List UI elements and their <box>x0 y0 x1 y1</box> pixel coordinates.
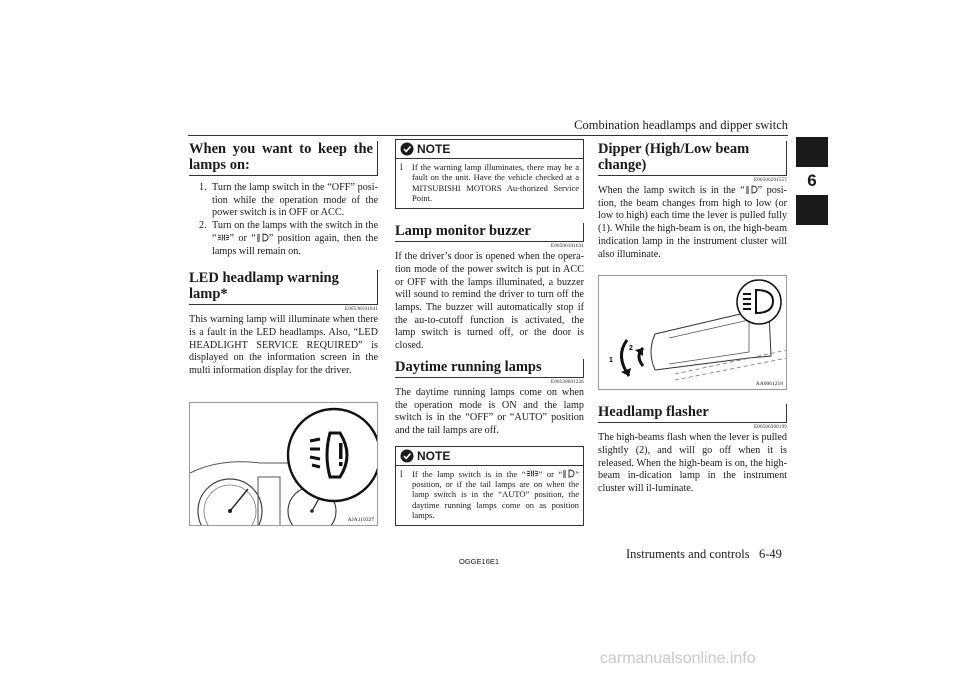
figure-code: AJA110327 <box>347 516 374 523</box>
note-box-warning <box>395 139 584 209</box>
chapter-tab-number: 6 <box>796 167 828 195</box>
note-text-c: ” position, or if the tail lamps are on when the lamp switch is in the “AUTO” position, the daytime running lamps come on as position lamps. <box>412 468 579 520</box>
callout-2: 2 <box>629 345 633 353</box>
column-right <box>598 141 787 496</box>
footer-section-title: Instruments and controls <box>626 547 750 561</box>
note-item <box>400 162 579 203</box>
note-text <box>412 469 579 520</box>
dipper-body-a: When the lamp switch is in the “ <box>598 185 745 196</box>
section-code: E00506101631 <box>551 244 584 250</box>
figure-code: AA0061218 <box>755 381 783 388</box>
dipper-body-b: ” posi-tion, the beam changes from high to low (or low to high) each time the lever is pulled fully (1). While the high-beam is on, the high-beam indication lamp in the instrument cluster will also illuminate. <box>598 185 787 260</box>
figure-dipper-lever <box>598 275 787 390</box>
note-bullet: l <box>400 468 403 479</box>
note-box-daytime <box>395 446 584 526</box>
note-text-b: ” or “ <box>538 468 563 479</box>
note-bullet: l <box>400 162 403 172</box>
heading-led-warning: LED headlamp warning lamp* <box>189 270 378 305</box>
heading-headlamp-flasher: Headlamp flasher <box>598 404 787 423</box>
step-2 <box>189 220 378 258</box>
note-header <box>396 449 583 466</box>
section-code: E00506201557 <box>754 178 787 183</box>
watermark: carmanualsonline.info <box>600 650 756 667</box>
section-code: E00530601226 <box>551 379 584 385</box>
note-text-a: If the lamp switch is in the “ <box>412 468 526 479</box>
position-lamp-icon <box>526 469 539 478</box>
heading-lamp-monitor-buzzer: Lamp monitor buzzer <box>395 223 584 242</box>
document-code: OGGE16E1 <box>459 557 500 566</box>
dipper-body <box>598 185 787 261</box>
running-header: Combination headlamps and dipper switch <box>574 118 788 132</box>
note-text: If the warning lamp illuminates, there may be a fault on the unit. Have the vehicle checked at a MITSUBISHI MOTORS Au-thorized Service Point. <box>412 162 579 203</box>
note-label: NOTE <box>417 142 451 156</box>
page-number: 6-49 <box>759 547 782 561</box>
step-text: Turn the lamp switch in the “OFF” posi-tion while the operation mode of the power switch is in OFF or ACC. <box>212 182 378 219</box>
dipper-lever-illustration <box>599 276 787 390</box>
note-header <box>396 142 583 159</box>
headlamp-icon <box>745 185 758 194</box>
step-1 <box>189 182 378 220</box>
note-check-icon <box>400 142 414 156</box>
column-middle <box>395 137 584 526</box>
header-rule <box>188 135 788 136</box>
chapter-tab <box>796 137 828 225</box>
flasher-body: The high-beams flash when the lever is pulled slightly (2), and will go off when it is released. When the high-beam is on, the high-beam in-dication lamp in the instrument cluster will il-luminate. <box>598 432 787 495</box>
headlamp-icon <box>562 469 575 478</box>
column-left <box>189 141 378 526</box>
headlamp-icon <box>256 233 269 242</box>
heading-daytime-running-lamps: Daytime running lamps <box>395 359 584 378</box>
section-code: E00538101041 <box>345 307 378 313</box>
step-text-c: ” position again, then the lamps will remain on. <box>212 232 379 257</box>
step-number: 1. <box>199 182 207 193</box>
callout-1: 1 <box>609 357 613 365</box>
daytime-body: The daytime running lamps come on when the operation mode is ON and the lamp switch is in the “OFF” or “AUTO” position and the tail lamps are off. <box>395 386 584 436</box>
section-code: E00506300199 <box>754 425 787 431</box>
keep-lamps-on-steps <box>189 182 378 258</box>
step-number: 2. <box>199 220 207 232</box>
lamp-monitor-body: If the driver’s door is opened when the opera-tion mode of the power switch is put in ACC or OFF with the lamps illuminated, a buzzer will sound to remind the driver to turn off the lamps. The buzzer will automatically stop if the au-to-cutoff function is activated, the lamp switch is turned off, or the door is closed. <box>395 251 584 352</box>
note-label: NOTE <box>417 448 451 463</box>
position-lamp-icon <box>217 233 230 242</box>
led-warning-body: This warning lamp will illuminate when there is a fault in the LED headlamps. Also, “LED HEADLIGHT SERVICE REQUIRED” is displayed on the information screen in the multi information display for the driver. <box>189 314 378 377</box>
instrument-cluster-illustration <box>190 403 378 526</box>
step-text-a: Turn on the lamps with the switch in the “ <box>212 220 378 244</box>
note-check-icon <box>400 449 414 463</box>
step-text-b: ” or “ <box>229 232 256 244</box>
heading-keep-lamps-on: When you want to keep the lamps on: <box>189 141 378 176</box>
figure-instrument-cluster <box>189 402 378 526</box>
heading-dipper: Dipper (High/Low beam change) <box>598 141 787 176</box>
note-item <box>400 469 579 520</box>
